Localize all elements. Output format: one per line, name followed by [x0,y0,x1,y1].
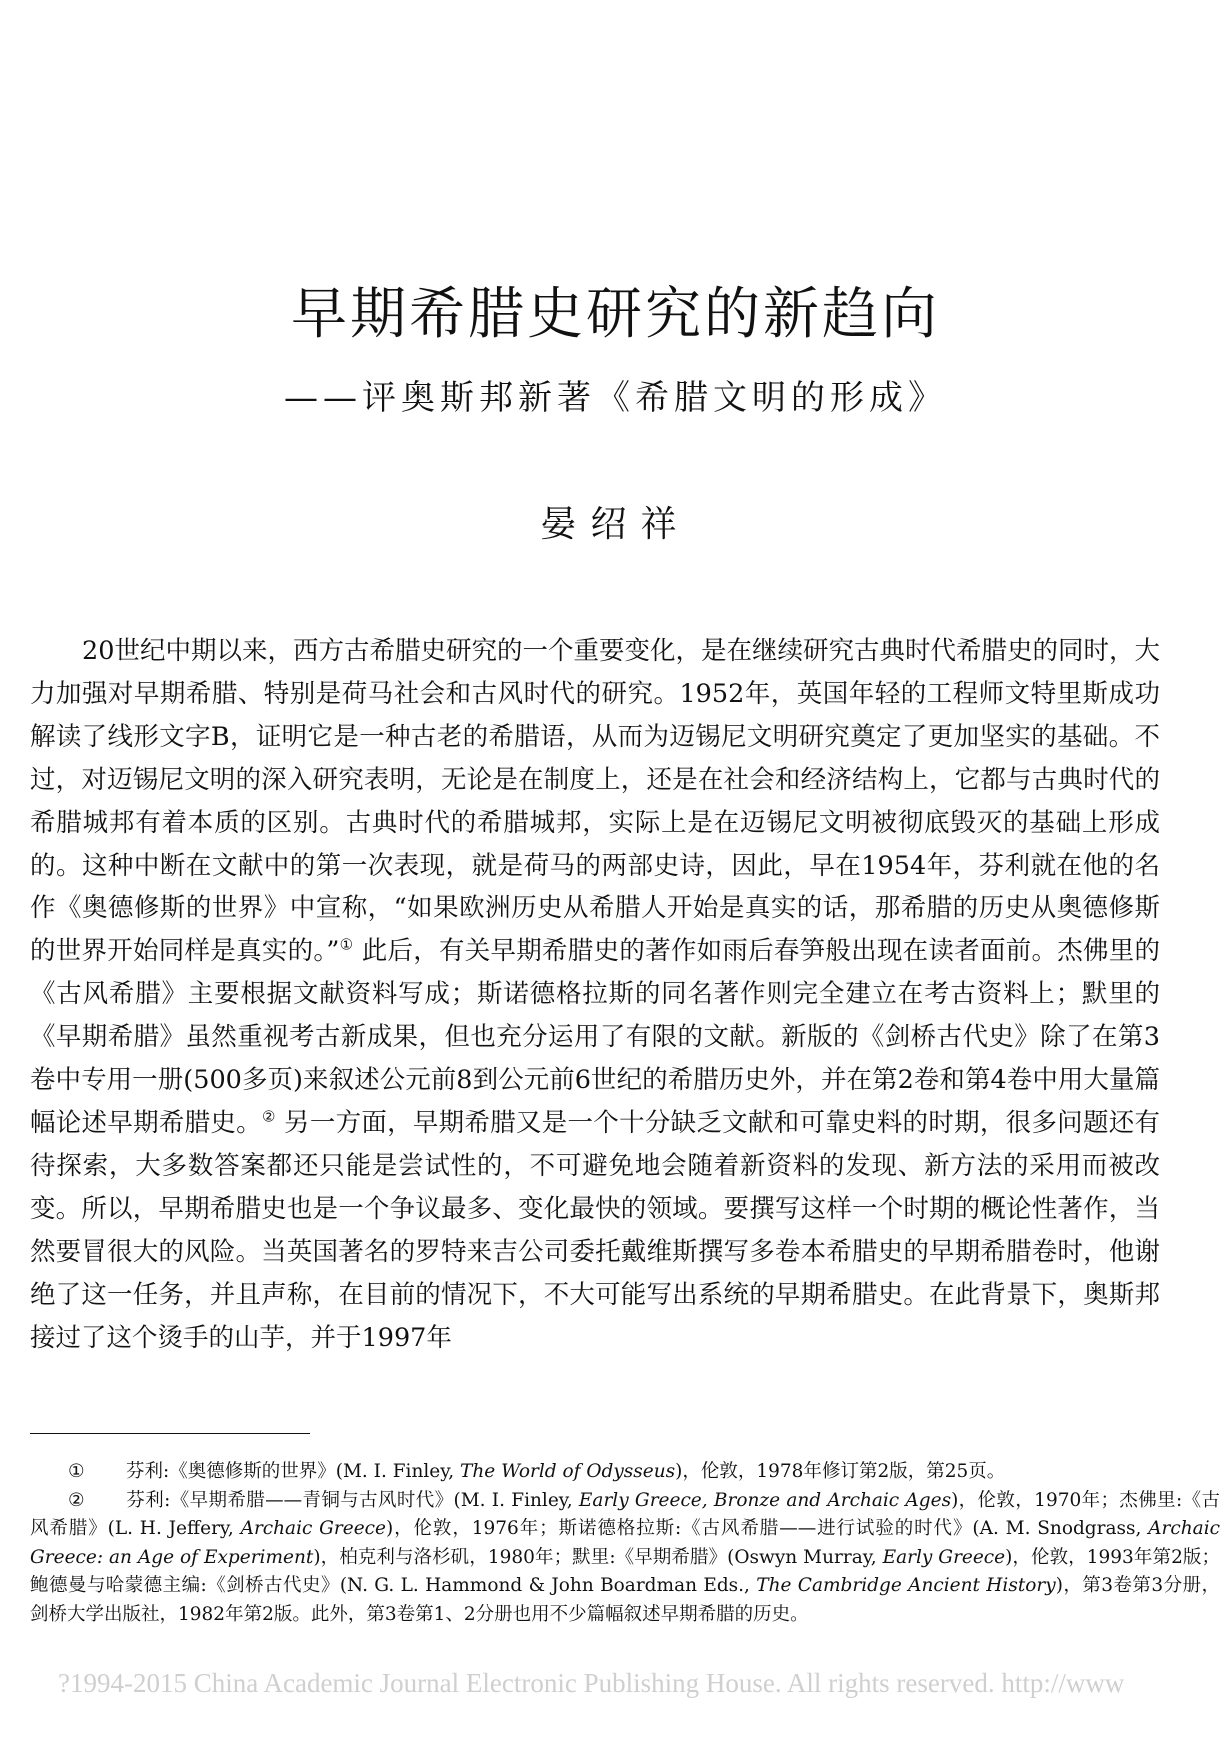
footnote-2-text-i: )，伦敦，1993年第2版；鲍德曼与哈蒙德主编:《剑桥古代史》(N. G. L. Hammond & John Boardman Eds., [30,1546,1220,1597]
footnote-divider [30,1433,310,1434]
body-text-part-2: 此后，有关早期希腊史的著作如雨后春笋般出现在读者面前。杰佛里的《古风希腊》主要根据文献资料写成；斯诺德格拉斯的同名著作则完全建立在考古资料上；默里的《早期希腊》虽然重视考古新成果，但也充分运用了有限的文献。新版的《剑桥古代史》除了在第3卷中专用一册(500多页)来叙述公元前8到公元前6世纪的希腊历史外，并在第2卷和第4卷中用大量篇幅论述早期希腊史。 [30,936,1161,1138]
copyright-watermark: ?1994-2015 China Academic Journal Electronic Publishing House. All rights reserved. http://www [58,1668,1125,1698]
article-author: 晏绍祥 [540,504,691,545]
footnote-mark-2: ② [68,1489,85,1511]
footnotes [30,1458,1220,1630]
footnote-1-text-a: 芬利:《奥德修斯的世界》(M. I. Finley, [126,1461,461,1482]
footnote-ref-1[interactable]: ① [339,935,354,954]
footnote-2-title-4: Early Greece [882,1546,1006,1568]
footnote-1 [30,1458,1220,1487]
footnote-ref-2[interactable]: ② [261,1107,276,1126]
article-title: 早期希腊史研究的新趋向 [291,282,940,347]
footnote-2-title-1: Early Greece, Bronze and Archaic Ages [578,1489,952,1511]
article-subtitle: ——评奥斯邦新著《希腊文明的形成》 [284,378,947,418]
body-text-part-3: 另一方面，早期希腊又是一个十分缺乏文献和可靠史料的时期，很多问题还有待探索，大多数答案都还只能是尝试性的，不可避免地会随着新资料的发现、新方法的采用而被改变。所以，早期希腊史也是一个争议最多、变化最快的领域。要撰写这样一个时期的概论性著作，当然要冒很大的风险。当英国著名的罗特来吉公司委托戴维斯撰写多卷本希腊史的早期希腊卷时，他谢绝了这一任务，并且声称，在目前的情况下，不大可能写出系统的早期希腊史。在此背景下，奥斯邦接过了这个烫手的山芋，并于1997年 [30,1107,1160,1353]
footnote-2 [30,1487,1220,1630]
footnote-1-title: The World of Odysseus [460,1461,676,1482]
footnote-mark-1: ① [68,1461,85,1482]
footnote-2-title-3: Archaic Greece: an Age of Experiment [30,1518,1220,1568]
footnote-2-text-k: )，第3卷第3分册，剑桥大学出版社，1982年第2版。此外，第3卷第1、2分册也用不少篇幅叙述早期希腊的历史。 [30,1575,1220,1625]
footnote-1-text-b: )，伦敦，1978年修订第2版，第25页。 [675,1461,1006,1482]
footnote-2-text-g: )，柏克利与洛杉矶，1980年；默里:《早期希腊》(Oswyn Murray, [313,1546,883,1568]
body-text-part-1: 20世纪中期以来，西方古希腊史研究的一个重要变化，是在继续研究古典时代希腊史的同时，大力加强对早期希腊、特别是荷马社会和古风时代的研究。1952年，英国年轻的工程师文特里斯成功解读了线形文字B，证明它是一种古老的希腊语，从而为迈锡尼文明研究奠定了更加坚实的基础。不过，对迈锡尼文明的深入研究表明，无论是在制度上，还是在社会和经济结构上，它都与古典时代的希腊城邦有着本质的区别。古典时代的希腊城邦，实际上是在迈锡尼文明被彻底毁灭的基础上形成的。这种中断在文献中的第一次表现，就是荷马的两部史诗，因此，早在1954年，芬利就在他的名作《奥德修斯的世界》中宣称，“如果欧洲历史从希腊人开始是真实的话，那希腊的历史从奥德修斯的世界开始同样是真实的。” [30,636,1160,967]
footnote-2-text-a: 芬利:《早期希腊——青铜与古风时代》(M. I. Finley, [126,1489,579,1511]
footnote-2-title-5: The Cambridge Ancient History [756,1575,1056,1597]
footnote-2-text-e: )，伦敦，1976年；斯诺德格拉斯:《古风希腊——进行试验的时代》(A. M. Snodgrass, [385,1518,1149,1540]
footnote-2-title-2: Archaic Greece [240,1518,386,1540]
footnote-2-text-c: )，伦敦，1970年；杰佛里:《古风希腊》(L. H. Jeffery, [30,1489,1221,1540]
body-paragraph [30,630,1160,1359]
